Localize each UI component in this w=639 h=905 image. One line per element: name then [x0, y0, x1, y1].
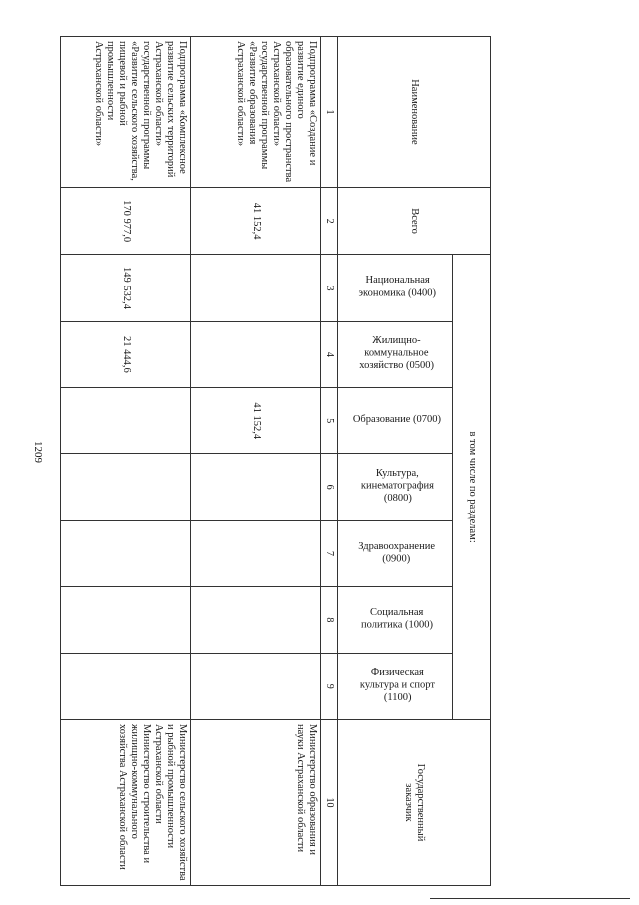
column-number: 1: [321, 37, 338, 188]
row-name: Подпрограмма «Комплексное развитие сельских территорий Астраханской области» государственной программы «Развитие сельского хозяйства, пищевой и рыбной промышленности Астраханской области»: [61, 37, 191, 188]
column-number: 8: [321, 587, 338, 653]
row-value-0500: 21 444,6: [61, 321, 191, 387]
column-number: 7: [321, 520, 338, 586]
table-row: [61, 37, 191, 886]
row-value-0900: [61, 520, 191, 586]
row-value-0500: [191, 321, 321, 387]
header-section-label: Национальная экономика (0400): [358, 275, 436, 299]
row-value-1000: [191, 587, 321, 653]
column-number: 4: [321, 321, 338, 387]
header-section-0400: [338, 255, 453, 321]
row-value-0700: [61, 388, 191, 454]
header-section-label: Здравоохранение (0900): [358, 540, 436, 565]
row-value-1100: [191, 653, 321, 719]
header-section-1000: [338, 587, 453, 653]
header-section-0700: [338, 388, 453, 454]
column-number: 5: [321, 388, 338, 454]
header-section-label: Социальная политика (1000): [361, 607, 434, 631]
header-section-label: Образование (0700): [352, 414, 442, 426]
header-customer: [338, 719, 491, 885]
header-section-label: Жилищно- коммунальное хозяйство (0500): [359, 335, 435, 372]
row-total: 41 152,4: [191, 187, 321, 254]
row-value-0800: [61, 454, 191, 520]
row-value-0400: 149 532,4: [61, 255, 191, 321]
row-value-0400: [191, 255, 321, 321]
header-section-1100: [338, 653, 453, 719]
header-customer-label: Государственный заказчик: [403, 763, 427, 842]
column-number: 3: [321, 255, 338, 321]
header-section-0900: [338, 520, 453, 586]
header-section-0500: [338, 321, 453, 387]
row-customer: Министерство сельского хозяйства и рыбной промышленности Астраханской области Министерство строительства и жилищно-коммунального хозяйства Астраханской области: [61, 719, 191, 885]
header-name: Наименование: [338, 37, 491, 188]
row-name: Подпрограмма «Создание и развитие единого образовательного пространства Астраханской области» государственной программы «Развитие образования Астраханской области»: [191, 37, 321, 188]
header-section-0800: [338, 454, 453, 520]
footer-divider: [430, 898, 630, 899]
column-number: 10: [321, 719, 338, 885]
header-total: Всего: [338, 187, 491, 254]
row-value-0800: [191, 454, 321, 520]
row-value-1100: [61, 653, 191, 719]
row-value-0900: [191, 520, 321, 586]
row-value-1000: [61, 587, 191, 653]
column-number: 2: [321, 187, 338, 254]
column-number: 6: [321, 454, 338, 520]
table-row: [191, 37, 321, 886]
rotated-table-wrapper: [62, 36, 491, 886]
header-incl-sections: в том числе по разделам:: [453, 255, 491, 720]
budget-table: [60, 36, 491, 886]
column-number: 9: [321, 653, 338, 719]
page-number: 1209: [32, 441, 44, 463]
header-section-label: Культура, кинематография (0800): [360, 468, 434, 505]
row-customer: Министерство образования и науки Астраханской области: [191, 719, 321, 885]
row-value-0700: 41 152,4: [191, 388, 321, 454]
row-total: 170 977,0: [61, 187, 191, 254]
header-section-label: Физическая культура и спорт (1100): [359, 667, 435, 704]
